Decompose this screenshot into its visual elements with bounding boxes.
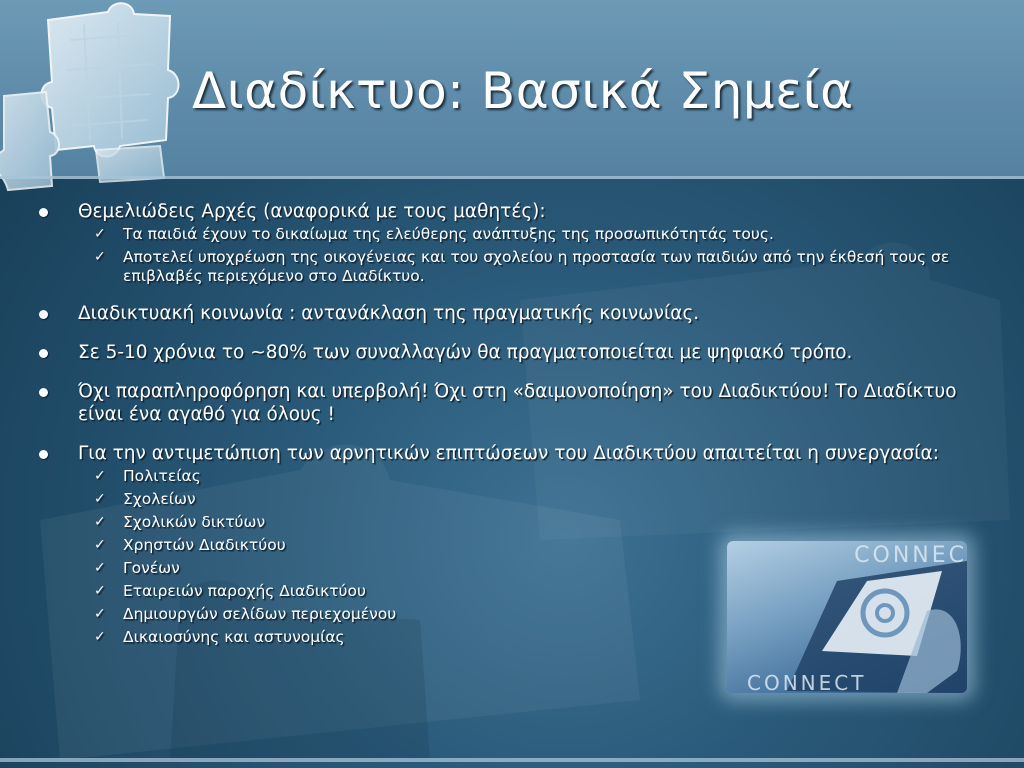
slide-title: Διαδίκτυο: Βασικά Σημεία [192,62,854,120]
sub-bullet-text: Γονέων [123,559,180,577]
bullet-item [34,380,994,426]
check-mark-icon: ✓ [94,583,106,599]
sub-bullet-text: Πολιτείας [123,467,201,485]
check-mark-icon: ✓ [94,514,106,530]
sub-bullet-text: Τα παιδιά έχουν το δικαίωμα της ελεύθερης ανάπτυξης της προσωπικότητάς τους. [123,225,774,243]
check-mark-icon: ✓ [94,226,106,242]
sub-bullet-item [78,225,994,244]
sub-bullet-text: Χρηστών Διαδικτύου [123,536,286,554]
check-mark-icon: ✓ [94,537,106,553]
sub-bullet-text: Αποτελεί υποχρέωση της οικογένειας και του σχολείου η προστασία των παιδιών από την έκθεσή τους σε επιβλαβές περιεχόμενο στο Διαδίκτυο. [123,248,950,285]
sub-bullet-item [78,467,994,486]
check-mark-icon: ✓ [94,606,106,622]
footer-divider [0,758,1024,762]
bullet-item [34,341,994,364]
bullet-text: Διαδικτυακή κοινωνία : αντανάκλαση της πραγματικής κοινωνίας. [78,303,700,324]
bullet-text: Όχι παραπληροφόρηση και υπερβολή! Όχι στη «δαιμονοποίηση» του Διαδικτύου! Το Διαδίκτυο είναι ένα αγαθό για όλους ! [78,381,957,425]
bullet-item [34,302,994,325]
connect-photo [727,541,967,693]
bullet-icon [39,208,48,217]
photo-caption-bottom: CONNECT [747,671,867,693]
photo-caption-top: CONNEC [854,543,967,568]
sub-bullet-item [78,248,994,286]
sub-bullet-text: Δικαιοσύνης και αστυνομίας [123,628,345,646]
bullet-icon [39,310,48,319]
bullet-icon [39,349,48,358]
sub-bullet-item [78,513,994,532]
bullet-icon [39,388,48,397]
sub-bullet-text: Εταιρειών παροχής Διαδικτύου [123,582,366,600]
bullet-item [34,200,994,286]
check-mark-icon: ✓ [94,560,106,576]
check-mark-icon: ✓ [94,629,106,645]
check-mark-icon: ✓ [94,468,106,484]
bullet-text: Σε 5-10 χρόνια το ~80% των συναλλαγών θα πραγματοποιείται με ψηφιακό τρόπο. [78,342,853,363]
sub-bullet-text: Δημιουργών σελίδων περιεχομένου [123,605,397,623]
header-divider [0,176,1024,179]
sub-bullet-text: Σχολικών δικτύων [123,513,266,531]
bullet-text: Για την αντιμετώπιση των αρνητικών επιπτώσεων του Διαδικτύου απαιτείται η συνεργασία: [78,443,939,464]
sub-bullet-text: Σχολείων [123,490,196,508]
sub-bullet-item [78,490,994,509]
check-mark-icon: ✓ [94,491,106,507]
bullet-text: Θεμελιώδεις Αρχές (αναφορικά με τους μαθητές): [78,201,546,222]
check-mark-icon: ✓ [94,249,106,265]
bullet-icon [39,450,48,459]
